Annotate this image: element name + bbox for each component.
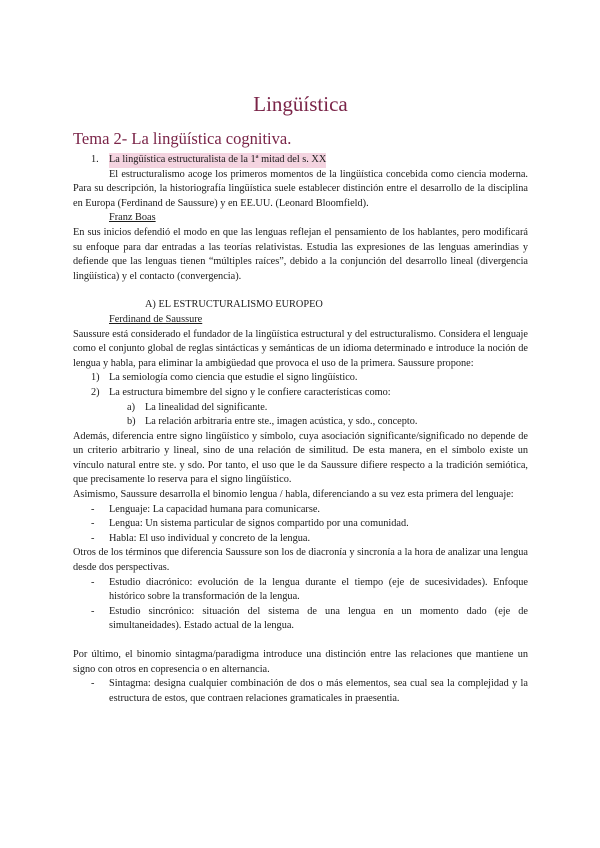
list-marker: 1): [91, 372, 100, 384]
list-item: [73, 677, 528, 706]
saussure-paragraph-2: Además, diferencia entre signo lingüístico y símbolo, cuya asociación significante/significado no depende de un criterio arbitrario y lineal, sino de una relación de similitud. De esta manera, en el símbolo existe un vínculo natural entre ste. y sdo. Por tanto, el uso que le da Saussure difiere respecto a la tradición semiótica, que precisamente lo reserva para el signo lingüístico.: [73, 430, 528, 486]
list-text: Habla: El uso individual y concreto de la lengua.: [109, 532, 311, 544]
saussure-paragraph-4: Otros de los términos que diferencia Saussure son los de diacronía y sincronía a la hora de analizar una lengua desde dos perspectivas.: [73, 547, 528, 574]
list-item: [73, 605, 528, 634]
list-marker: -: [91, 503, 95, 515]
list-text: Estudio diacrónico: evolución de la lengua durante el tiempo (eje de sucesividades). Enfoque histórico sobre la transformación de la lengua.: [109, 576, 528, 603]
list-marker: -: [91, 605, 95, 617]
perspectivas-list: [73, 576, 528, 634]
section-1-title: La lingüística estructuralista de la 1ª mitad del s. XX: [109, 153, 326, 168]
boas-label: Franz Boas: [109, 212, 156, 224]
boas-label-line: [73, 211, 528, 226]
list-marker: a): [127, 401, 135, 413]
list-marker: 2): [91, 386, 100, 398]
list-text: Lengua: Un sistema particular de signos compartido por una comunidad.: [109, 518, 409, 530]
list-text: La relación arbitraria entre ste., imagen acústica, y sdo., concepto.: [145, 416, 418, 428]
section-1-number: 1.: [91, 154, 99, 165]
proposals-list: [73, 371, 528, 400]
list-item: [73, 576, 528, 605]
list-item: [73, 386, 528, 401]
list-text: La estructura bimembre del signo y le confiere características como:: [109, 386, 391, 398]
list-text: La semiología como ciencia que estudie el signo lingüístico.: [109, 372, 358, 384]
list-marker: b): [127, 416, 136, 428]
list-marker: -: [91, 678, 95, 690]
list-item: [73, 415, 528, 430]
list-item: [73, 401, 528, 416]
section-a-heading: A) EL ESTRUCTURALISMO EUROPEO: [145, 299, 323, 311]
relaciones-list: [73, 677, 528, 706]
list-text: Estudio sincrónico: situación del sistema de una lengua en un momento dado (eje de simultaneidades). Estado actual de la lengua.: [109, 605, 528, 632]
section-1-heading: [73, 153, 528, 168]
section-1-intro: El estructuralismo acoge los primeros momentos de la lingüística concebida como ciencia moderna. Para su descripción, la historiografía lingüística suele establecer distinción entre el desarrollo de la disciplina en Europa (Ferdinand de Saussure) y en EE.UU. (Leonard Bloomfield).: [73, 168, 528, 209]
list-marker: -: [91, 518, 95, 530]
list-marker: -: [91, 576, 95, 588]
list-item: [73, 532, 528, 547]
saussure-label-line: [73, 313, 528, 328]
list-item: [73, 371, 528, 386]
characteristics-list: [73, 401, 528, 430]
boas-paragraph: En sus inicios defendió el modo en que las lenguas reflejan el pensamiento de los hablantes, pero modificará su enfoque para dar entradas a las teorías relativistas. Estudia las expresiones de las lenguas amerindias y defiende que las lenguas tienen “múltiples raíces”, debido a la conjunción del desarrollo lineal (divergencia lingüística) y el contacto (convergencia).: [73, 226, 528, 282]
binomio-list: [73, 503, 528, 547]
document-title: Lingüística: [253, 92, 348, 116]
saussure-paragraph-1: Saussure está considerado el fundador de la lingüística estructural y del estructuralismo. Considera el lenguaje como el conjunto global de reglas sintácticas y semánticas de un idioma determinado e introduce la noción de lengua y habla, para eliminar la ambigüedad que provoca el uso de la primera. Saussure propone:: [73, 328, 528, 369]
list-marker: -: [91, 532, 95, 544]
chapter-title: Tema 2- La lingüística cognitiva.: [73, 129, 292, 148]
list-text: Lenguaje: La capacidad humana para comunicarse.: [109, 503, 320, 515]
saussure-paragraph-5: Por último, el binomio sintagma/paradigma introduce una distinción entre las relaciones que mantiene un signo con otros en copresencia o en alternancia.: [73, 649, 528, 675]
document-page: [73, 90, 528, 706]
spacer: [73, 634, 528, 648]
list-text: Sintagma: designa cualquier combinación de dos o más elementos, sea cual sea la complejidad y la estructura de estos, que contraen relaciones gramaticales in praesentia.: [109, 678, 528, 704]
list-item: [73, 503, 528, 518]
list-text: La linealidad del significante.: [145, 401, 268, 413]
saussure-paragraph-3: Asimismo, Saussure desarrolla el binomio lengua / habla, diferenciando a su vez esta primera del lenguaje:: [73, 489, 514, 501]
saussure-label: Ferdinand de Saussure: [109, 313, 203, 325]
list-item: [73, 517, 528, 532]
